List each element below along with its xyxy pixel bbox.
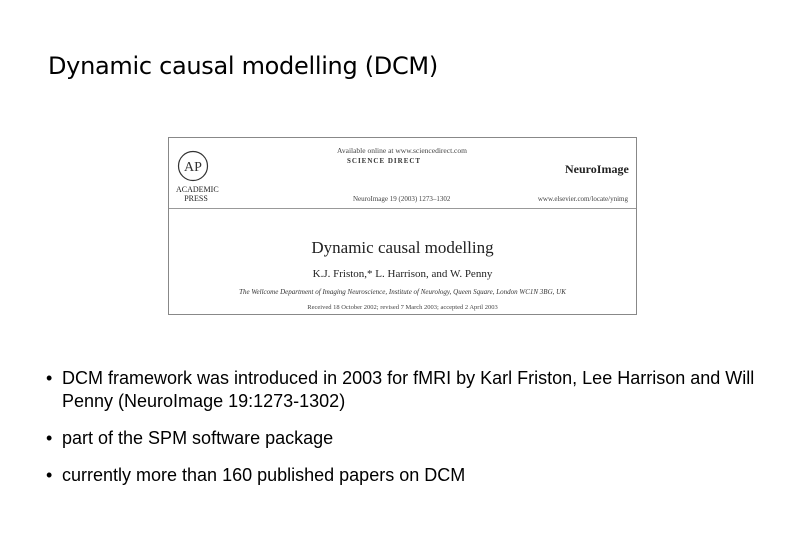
journal-url: www.elsevier.com/locate/ynimg bbox=[537, 195, 628, 203]
bullet-item bbox=[44, 367, 774, 413]
bullet-marker: • bbox=[46, 428, 53, 448]
academic-press-logo-icon bbox=[177, 150, 209, 182]
paper-title: Dynamic causal modelling bbox=[311, 238, 494, 257]
journal-name: NeuroImage bbox=[565, 162, 629, 176]
sciencedirect-logo: SCIENCE DIRECT bbox=[347, 157, 422, 165]
citation: NeuroImage 19 (2003) 1273–1302 bbox=[353, 195, 451, 203]
bullet-marker: • bbox=[46, 368, 53, 388]
bullet-text: DCM framework was introduced in 2003 for fMRI by Karl Friston, Lee Harrison and Will Penny (NeuroImage 19:1273-1302) bbox=[62, 368, 755, 411]
paper-authors: K.J. Friston,* L. Harrison, and W. Penny bbox=[312, 268, 493, 280]
available-online-text: Available online at www.sciencedirect.com bbox=[337, 146, 467, 155]
logo-text: AP bbox=[184, 160, 202, 175]
bullet-item bbox=[44, 427, 774, 450]
divider bbox=[169, 208, 636, 209]
paper-dates: Received 18 October 2002; revised 7 March 2003; accepted 2 April 2003 bbox=[307, 304, 498, 311]
bullet-item bbox=[44, 464, 774, 487]
paper-header-image bbox=[168, 137, 637, 315]
bullet-marker: • bbox=[46, 465, 53, 485]
slide-title: Dynamic causal modelling (DCM) bbox=[48, 52, 438, 80]
bullet-text: currently more than 160 published papers on DCM bbox=[62, 465, 466, 485]
paper-affiliation: The Wellcome Department of Imaging Neuroscience, Institute of Neurology, Queen Square, London WC1N 3BG, UK bbox=[239, 288, 566, 296]
bullet-text: part of the SPM software package bbox=[62, 428, 334, 448]
bullet-list bbox=[44, 367, 774, 501]
publisher-name: ACADEMIC PRESS bbox=[176, 185, 219, 203]
